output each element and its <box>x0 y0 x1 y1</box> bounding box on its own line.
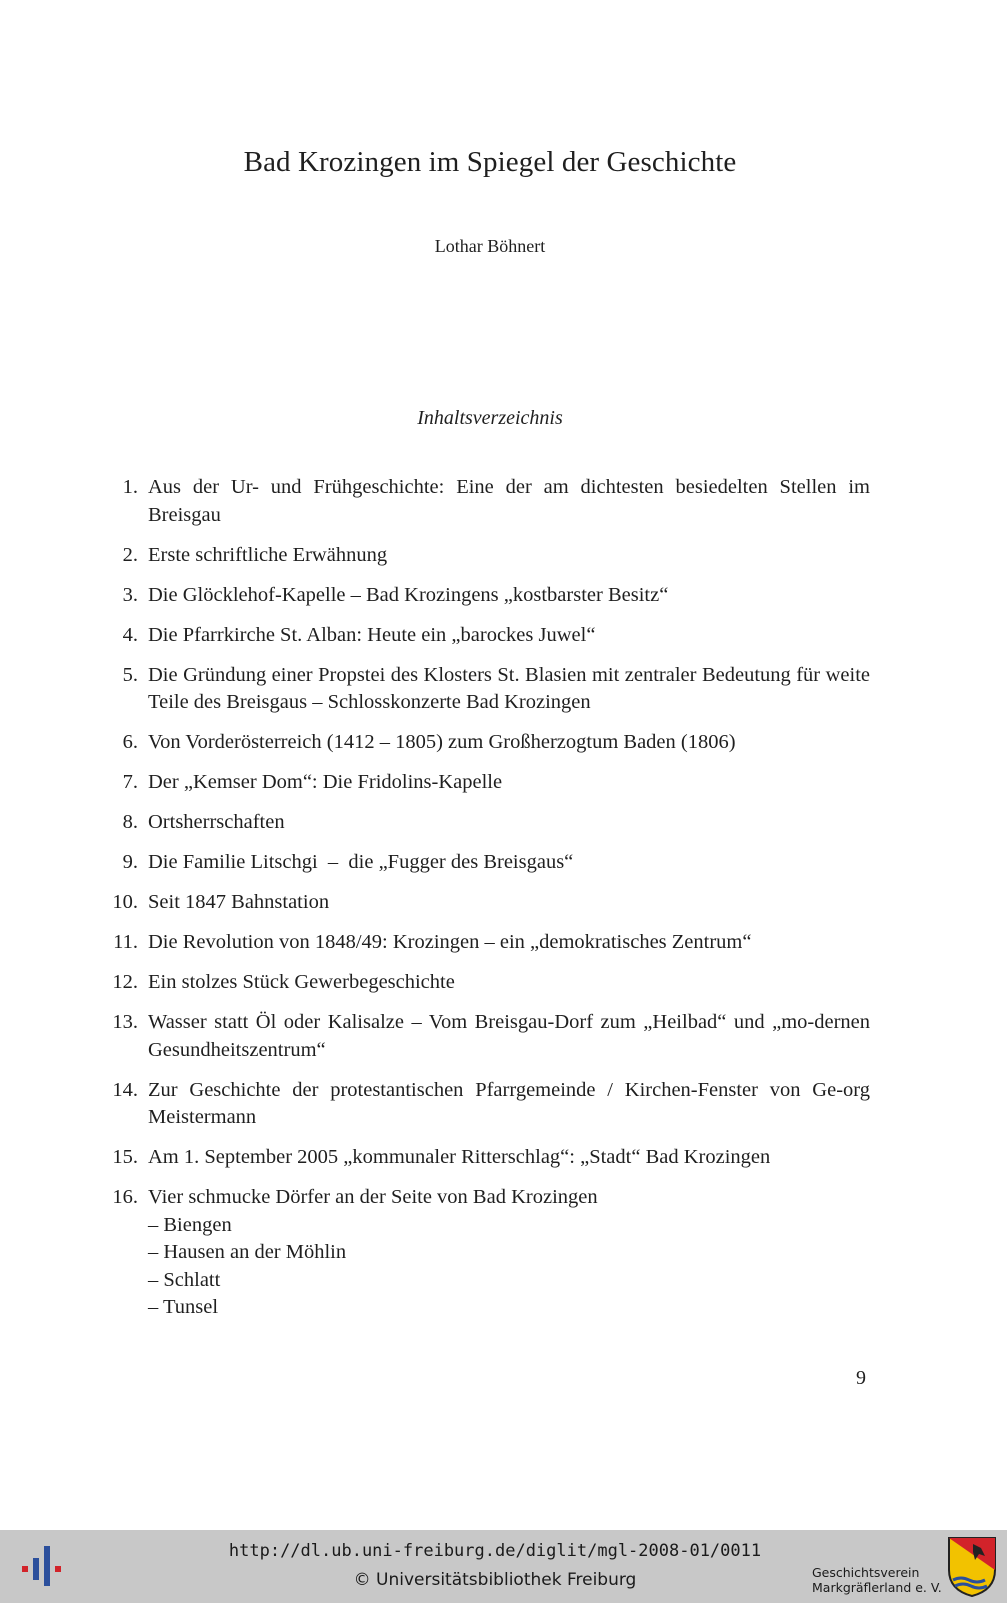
toc-item-text: Die Pfarrkirche St. Alban: Heute ein „barockes Juwel“ <box>148 623 596 646</box>
markgraeflerland-crest-icon[interactable] <box>947 1536 997 1598</box>
footer-bar <box>0 1530 1007 1603</box>
toc-item <box>100 889 870 917</box>
toc-sublist <box>148 1212 870 1322</box>
toc-item-text: Der „Kemser Dom“: Die Fridolins-Kapelle <box>148 771 503 793</box>
toc-item-number: 11. <box>113 931 138 953</box>
society-line-2: Markgräflerland e. V. <box>812 1580 942 1595</box>
toc-item-text: Die Gründung einer Propstei des Klosters St. Blasien mit zentraler Bedeutung für weite Teile des Breisgaus – Schlosskonzerte Bad Krozingen <box>148 663 870 713</box>
society-line-1: Geschichtsverein <box>812 1565 920 1580</box>
document-title: Bad Krozingen im Spiegel der Geschichte <box>243 146 737 178</box>
toc-item-number: 9. <box>122 851 138 873</box>
toc-item-number: 2. <box>122 543 138 566</box>
toc-item-number: 4. <box>122 623 138 646</box>
toc-item-text: Seit 1847 Bahnstation <box>148 891 330 913</box>
footer-url-link[interactable]: http://dl.ub.uni-freiburg.de/diglit/mgl-2008-01/0011 <box>228 1541 762 1561</box>
toc-subitem: – Tunsel <box>148 1296 219 1318</box>
toc-item <box>100 1009 870 1064</box>
toc-item <box>100 969 870 997</box>
toc-item-number: 6. <box>122 731 138 753</box>
toc-item-text: Die Revolution von 1848/49: Krozingen – ein „demokratisches Zentrum“ <box>148 931 752 953</box>
toc-item-number: 8. <box>122 811 138 833</box>
toc-item <box>100 929 870 957</box>
toc-item-number: 3. <box>122 583 138 606</box>
toc-item <box>100 1184 870 1322</box>
footer-society-name <box>812 1565 942 1595</box>
toc-item <box>100 809 870 837</box>
toc-item-number: 1. <box>122 476 138 498</box>
toc-item <box>100 769 870 797</box>
toc-item-text: Vier schmucke Dörfer an der Seite von Bad Krozingen <box>148 1186 598 1208</box>
toc-item-number: 7. <box>122 771 138 793</box>
toc-item-text: Ein stolzes Stück Gewerbegeschichte <box>148 971 455 993</box>
ub-freiburg-logo-icon[interactable] <box>22 1544 64 1588</box>
toc-subitem: – Biengen <box>148 1213 232 1236</box>
toc-item <box>100 542 870 570</box>
toc-item-text: Die Glöcklehof-Kapelle – Bad Krozingens „kostbarster Besitz“ <box>148 583 669 606</box>
toc-item-text: Die Familie Litschgi – die „Fugger des Breisgaus“ <box>148 851 574 873</box>
toc-item-text: Zur Geschichte der protestantischen Pfarrgemeinde / Kirchen-Fenster von Ge-org Meistermann <box>148 1078 870 1128</box>
toc-item-number: 13. <box>112 1011 138 1033</box>
toc-item <box>100 474 870 529</box>
toc-item-number: 5. <box>122 663 138 686</box>
toc-item-number: 12. <box>112 971 138 993</box>
page-number: 9 <box>856 1367 866 1389</box>
toc-item <box>100 662 870 717</box>
toc-item-text: Am 1. September 2005 „kommunaler Ritterschlag“: „Stadt“ Bad Krozingen <box>148 1146 771 1168</box>
toc-item-number: 10. <box>112 891 138 913</box>
toc-item-text: Wasser statt Öl oder Kalisalze – Vom Breisgau-Dorf zum „Heilbad“ und „mo-dernen Gesundheitszentrum“ <box>148 1011 870 1061</box>
toc-item-text: Ortsherrschaften <box>148 811 285 833</box>
toc-item-number: 15. <box>112 1146 138 1168</box>
toc-item-text: Aus der Ur- und Frühgeschichte: Eine der am dichtesten besiedelten Stellen im Breisgau <box>148 476 870 526</box>
toc-item <box>100 1077 870 1132</box>
toc-item <box>100 622 870 650</box>
toc-item <box>100 1144 870 1172</box>
toc-subitem: – Schlatt <box>148 1268 221 1291</box>
toc-subitem: – Hausen an der Möhlin <box>148 1241 347 1263</box>
toc-item-number: 14. <box>112 1078 138 1101</box>
table-of-contents <box>100 474 870 1334</box>
toc-item-number: 16. <box>112 1186 138 1208</box>
toc-item <box>100 729 870 757</box>
document-author: Lothar Böhnert <box>434 236 546 256</box>
toc-item-text: Von Vorderösterreich (1412 – 1805) zum Großherzogtum Baden (1806) <box>148 731 736 753</box>
footer-copyright: © Universitätsbibliothek Freiburg <box>353 1570 637 1590</box>
toc-item <box>100 849 870 877</box>
toc-heading: Inhaltsverzeichnis <box>417 407 563 429</box>
toc-item <box>100 582 870 610</box>
toc-item-text: Erste schriftliche Erwähnung <box>148 543 388 566</box>
